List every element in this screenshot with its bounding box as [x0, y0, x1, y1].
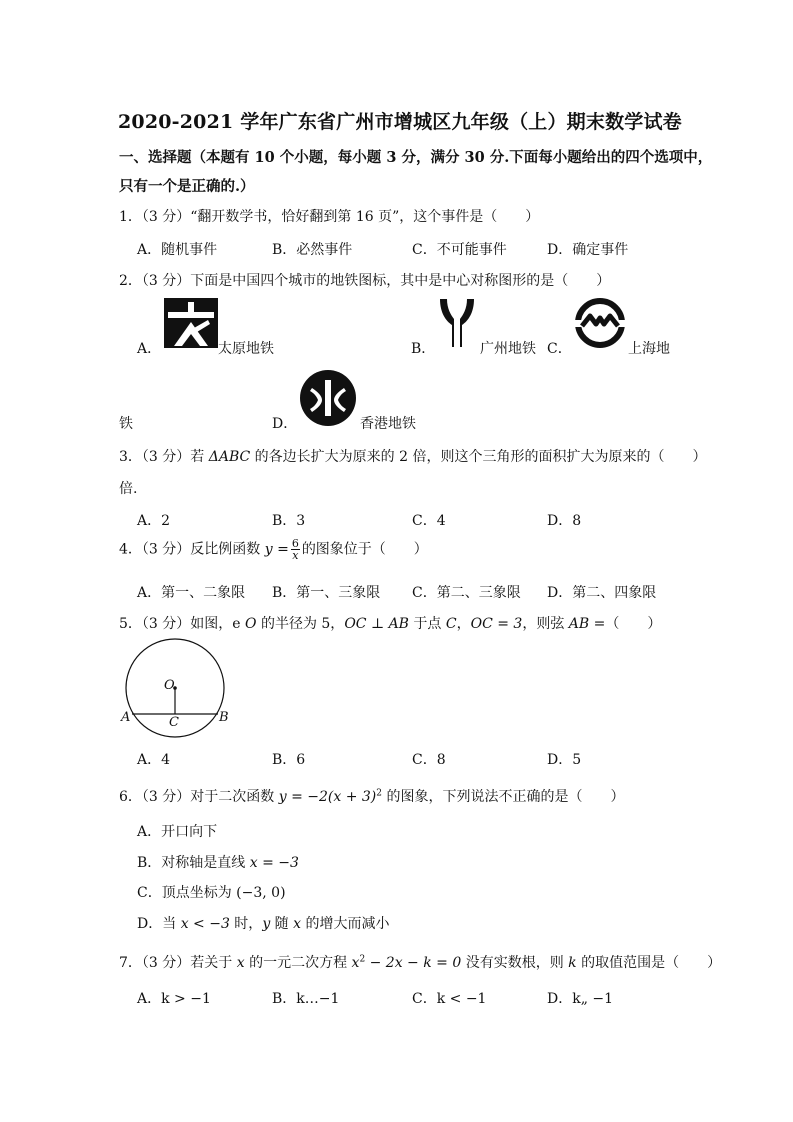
q5-point-c: C: [445, 616, 457, 632]
q2-option-b-label: 广州地铁: [480, 341, 536, 357]
q6-option-b-pre: B．对称轴是直线: [137, 855, 250, 871]
q5-circle-symbol: e: [232, 616, 241, 632]
q5-option-c: C．8: [412, 752, 446, 768]
question-3-text: [119, 446, 706, 466]
q3-option-a: A．2: [137, 513, 171, 529]
q5-text-post: （ ）: [605, 616, 662, 632]
q5-label-o: O: [164, 678, 175, 693]
q5-label-b: B: [219, 710, 229, 725]
q5-option-d: D．5: [547, 752, 582, 768]
q4-fraction: [291, 538, 300, 561]
q3-text-post: 的各边长扩大为原来的 2 倍，则这个三角形的面积扩大为原来的（ ）: [250, 449, 707, 465]
q1-option-a: A．随机事件: [137, 242, 218, 258]
q6-func: y = −2(x + 3): [278, 789, 377, 805]
q5-option-b: B．6: [272, 752, 306, 768]
q6-option-d-mid: 时，: [229, 916, 263, 932]
question-4-text: [119, 538, 428, 561]
page-title: 2020-2021 学年广东省广州市增城区九年级（上）期末数学试卷: [118, 111, 682, 133]
q3-option-c: C．4: [412, 513, 446, 529]
question-7-text: [119, 952, 721, 972]
q3-triangle: ΔABC: [208, 449, 251, 465]
q7-var-k: k: [568, 955, 577, 971]
q3-option-d: D．8: [547, 513, 582, 529]
section-heading-line2: 只有一个是正确的.）: [119, 178, 255, 195]
q6-option-c: [137, 882, 286, 902]
q6-option-d-math1: x < −3: [180, 916, 230, 932]
q7-text-mid2: 没有实数根，则: [461, 955, 569, 971]
q6-text-pre: 6．（3 分）对于二次函数: [119, 789, 279, 805]
q6-option-d-mid2: 随: [270, 916, 294, 932]
q2-option-c-label-wrap: 铁: [119, 416, 133, 432]
q2-option-c-letter: C．: [547, 341, 572, 357]
q7-text-pre: 7．（3 分）若关于: [119, 955, 237, 971]
q7-eq-exponent: 2: [359, 954, 366, 965]
question-6-text: [119, 786, 624, 806]
q1-option-b: B．必然事件: [272, 242, 353, 258]
q7-eq: x: [351, 955, 360, 971]
q4-func-lhs: y =: [264, 541, 289, 558]
q4-option-b: B．第一、三象限: [272, 585, 381, 601]
q2-option-a-label: 太原地铁: [218, 341, 274, 357]
q7-option-d: D．k„ −1: [547, 991, 614, 1007]
q6-option-d-math2: y: [262, 916, 271, 932]
q6-option-b-math: x = −3: [249, 855, 299, 871]
q7-text-post: 的取值范围是（ ）: [576, 955, 722, 971]
q3-text-pre: 3．（3 分）若: [119, 449, 209, 465]
q5-text-mid2: 于点: [408, 616, 446, 632]
q2-option-a-letter: A．: [137, 341, 162, 357]
question-3-text-wrap: 倍.: [119, 481, 138, 497]
q5-cond1: OC ⊥ AB: [344, 616, 409, 632]
q1-option-c: C．不可能事件: [412, 242, 507, 258]
q5-label-c: C: [169, 715, 179, 730]
q6-option-d: [137, 913, 390, 933]
q2-option-d-label: 香港地铁: [360, 416, 416, 432]
q3-option-b: B．3: [272, 513, 306, 529]
q4-text-post: 的图象位于（ ）: [301, 541, 428, 558]
guangzhou-metro-logo-icon: [440, 299, 474, 347]
q4-option-c: C．第二、三象限: [412, 585, 521, 601]
q7-text-mid1: 的一元二次方程: [244, 955, 352, 971]
q4-text-pre: 4．（3 分）反比例函数: [119, 541, 265, 558]
shanghai-metro-logo-icon: [574, 298, 626, 348]
q4-option-a: A．第一、二象限: [137, 585, 246, 601]
q7-option-a: A．k > −1: [137, 991, 211, 1007]
q4-fraction-denominator: x: [292, 549, 299, 562]
q6-option-d-pre: D．当: [137, 916, 181, 932]
q5-circle-o: O: [245, 616, 257, 632]
question-1-text: 1．（3 分）“翻开数学书，恰好翻到第 16 页”，这个事件是（ ）: [119, 209, 540, 225]
q6-option-c-math: (−3, 0): [236, 885, 286, 901]
hongkong-mtr-logo-icon: [300, 370, 356, 426]
q2-option-c-label: 上海地: [628, 341, 670, 357]
q5-text-mid4: ，则弦: [522, 616, 569, 632]
q5-chord: AB =: [568, 616, 606, 632]
q5-text-mid1: 的半径为 5，: [256, 616, 345, 632]
q6-option-d-post: 的增大而减小: [301, 916, 390, 932]
q5-text-mid3: ，: [456, 616, 471, 632]
q2-option-b-letter: B．: [411, 341, 436, 357]
q4-option-d: D．第二、四象限: [547, 585, 657, 601]
q6-option-b: [137, 852, 299, 872]
q7-option-b: B．k…−1: [272, 991, 340, 1007]
q2-option-d-letter: D．: [272, 416, 298, 432]
q5-label-a: A: [121, 710, 131, 725]
taiyuan-metro-logo-icon: [164, 298, 218, 348]
question-2-text: 2．（3 分）下面是中国四个城市的地铁图标，其中是中心对称图形的是（ ）: [119, 273, 611, 289]
q6-text-post: 的图象，下列说法不正确的是（ ）: [382, 789, 625, 805]
q7-var-x: x: [236, 955, 245, 971]
q7-option-c: C．k < −1: [412, 991, 487, 1007]
q6-option-d-math3: x: [293, 916, 302, 932]
q6-option-a: A．开口向下: [137, 824, 218, 840]
q6-func-exponent: 2: [376, 788, 382, 799]
q1-option-d: D．确定事件: [547, 242, 629, 258]
q7-eq-rest: − 2x − k = 0: [365, 955, 462, 971]
q5-cond2: OC = 3: [470, 616, 523, 632]
q4-fraction-numerator: 6: [291, 537, 299, 550]
q5-text-pre: 5．（3 分）如图，: [119, 616, 233, 632]
question-5-text: [119, 613, 661, 633]
section-heading-line1: 一、选择题（本题有 10 个小题，每小题 3 分，满分 30 分.下面每小题给出的四个选项中，: [119, 149, 713, 166]
q6-option-c-pre: C．顶点坐标为: [137, 885, 237, 901]
q5-option-a: A．4: [137, 752, 171, 768]
